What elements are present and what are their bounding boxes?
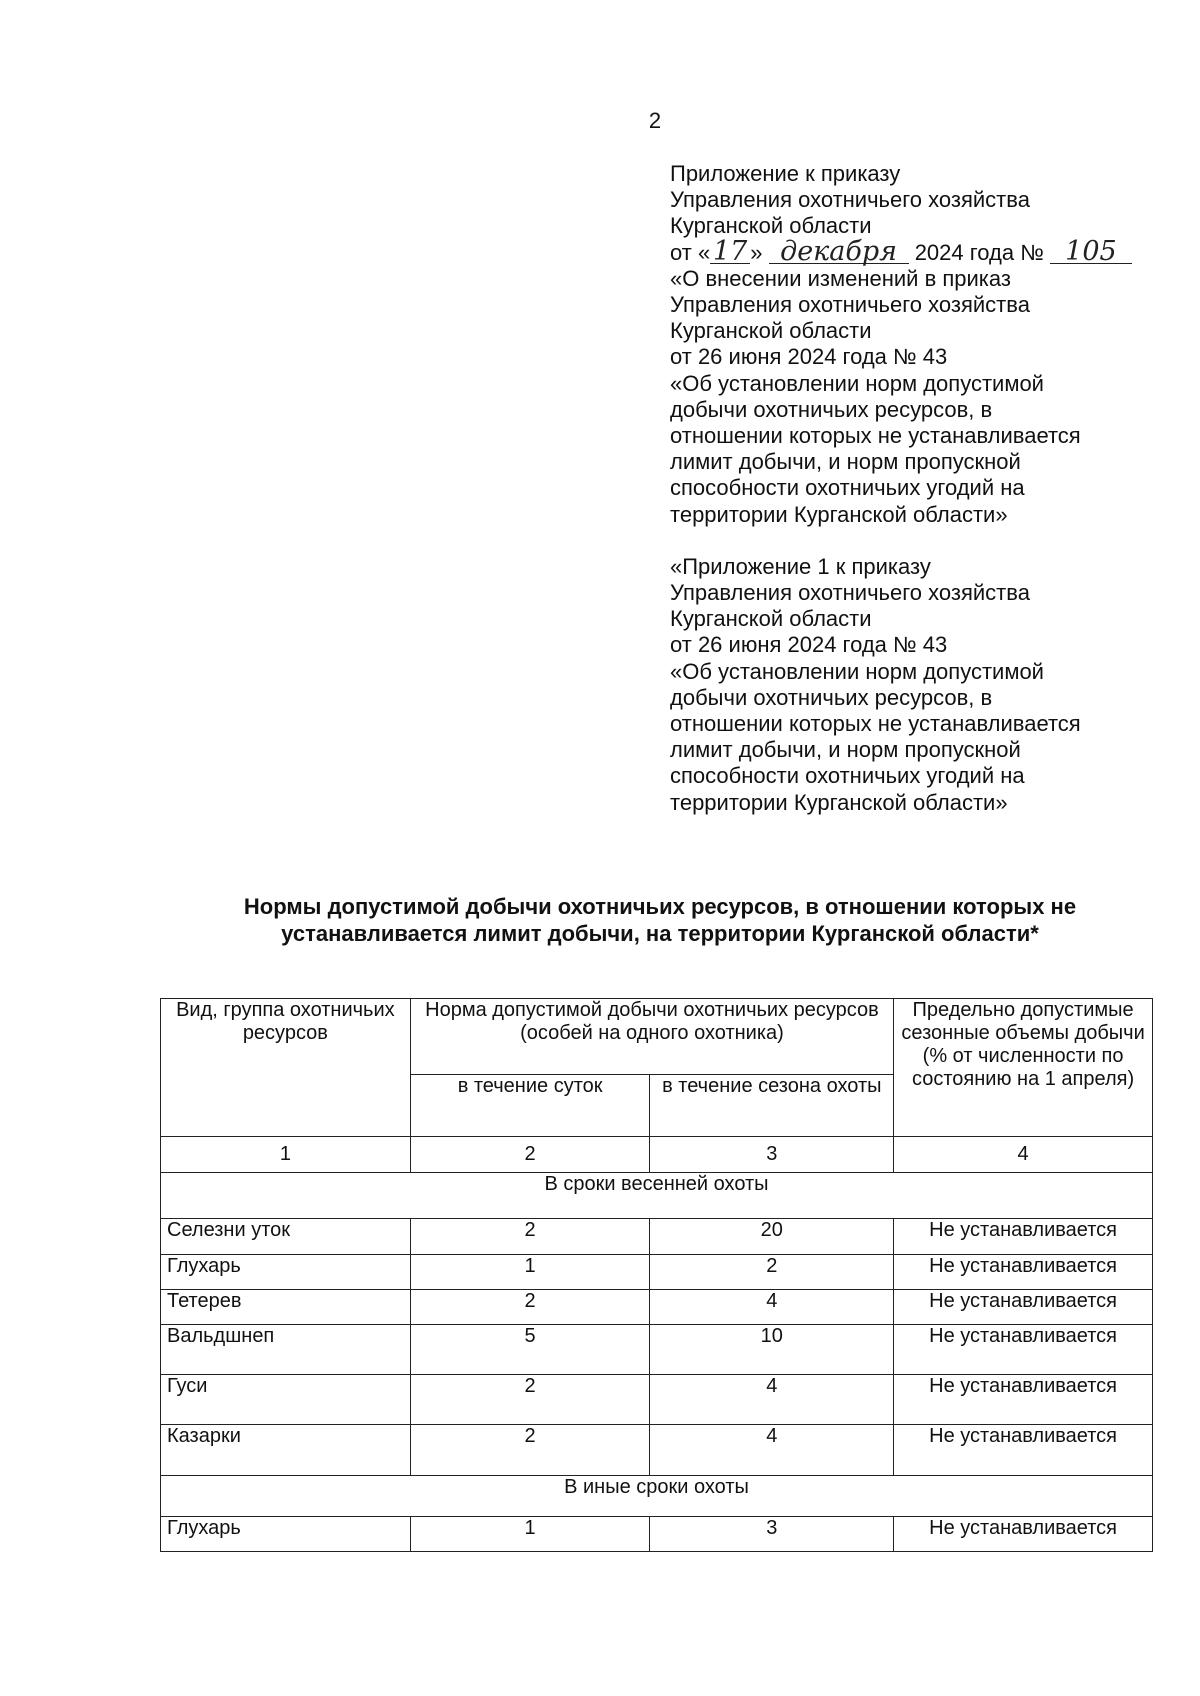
- table-title-line: Нормы допустимой добычи охотничьих ресурсов, в отношении которых не: [243, 894, 1077, 919]
- per-day-cell: 1: [410, 1517, 650, 1552]
- header-species: Вид, группа охотничьих ресурсов: [161, 999, 411, 1137]
- header-norm: Норма допустимой добычи охотничьих ресурсов (особей на одного охотника): [410, 999, 893, 1075]
- seasonal-volume-cell: Не устанавливается: [894, 1425, 1153, 1476]
- table-title-line: устанавливается лимит добычи, на территории Курганской области*: [281, 921, 1039, 946]
- per-season-cell: 4: [650, 1425, 894, 1476]
- header-line: Курганской области: [670, 318, 872, 344]
- table-row: [161, 1255, 1153, 1290]
- appendix-line: «Приложение 1 к приказу: [670, 553, 931, 579]
- column-number: 3: [650, 1137, 894, 1173]
- header-line: Управления охотничьего хозяйства: [670, 187, 1030, 213]
- table-row: [161, 1325, 1153, 1375]
- species-cell: Селезни уток: [161, 1219, 411, 1255]
- table-title: [160, 893, 1160, 947]
- per-day-cell: 2: [410, 1375, 650, 1425]
- header-line: «О внесении изменений в приказ: [670, 265, 1011, 291]
- appendix-line: Курганской области: [670, 606, 872, 632]
- column-number: 1: [161, 1137, 411, 1173]
- species-cell: Тетерев: [161, 1290, 411, 1325]
- per-day-cell: 2: [410, 1425, 650, 1476]
- date-year: 2024 года №: [914, 239, 1044, 265]
- per-day-cell: 2: [410, 1290, 650, 1325]
- seasonal-volume-cell: Не устанавливается: [894, 1325, 1153, 1375]
- per-season-cell: 4: [650, 1290, 894, 1325]
- appendix-line: «Об установлении норм допустимой: [670, 658, 1044, 684]
- header-line: «Об установлении норм допустимой: [670, 370, 1044, 396]
- per-season-cell: 20: [650, 1219, 894, 1255]
- per-season-cell: 10: [650, 1325, 894, 1375]
- per-season-cell: 2: [650, 1255, 894, 1290]
- per-day-cell: 2: [410, 1219, 650, 1255]
- appendix-line: Управления охотничьего хозяйства: [670, 580, 1030, 606]
- header-line: лимит добычи, и норм пропускной: [670, 449, 1021, 475]
- appendix-line: отношении которых не устанавливается: [670, 711, 1081, 737]
- header-line: территории Курганской области»: [670, 501, 1008, 527]
- appendix-line: добычи охотничьих ресурсов, в: [670, 684, 993, 710]
- header-line: Курганской области: [670, 213, 872, 239]
- species-cell: Гуси: [161, 1375, 411, 1425]
- species-cell: Глухарь: [161, 1517, 411, 1552]
- section-spring: В сроки весенней охоты: [161, 1173, 1153, 1219]
- table-row: [161, 1290, 1153, 1325]
- appendix-line: способности охотничьих угодий на: [670, 763, 1025, 789]
- appendix-line: от 26 июня 2024 года № 43: [670, 632, 948, 658]
- header-line: отношении которых не устанавливается: [670, 423, 1081, 449]
- species-cell: Глухарь: [161, 1255, 411, 1290]
- seasonal-volume-cell: Не устанавливается: [894, 1517, 1153, 1552]
- header-per-season: в течение сезона охоты: [650, 1075, 894, 1137]
- column-number: 2: [410, 1137, 650, 1173]
- table-row: [161, 1425, 1153, 1476]
- header-line: способности охотничьих угодий на: [670, 475, 1025, 501]
- seasonal-volume-cell: Не устанавливается: [894, 1290, 1153, 1325]
- seasonal-volume-cell: Не устанавливается: [894, 1219, 1153, 1255]
- column-number: 4: [894, 1137, 1153, 1173]
- per-season-cell: 3: [650, 1517, 894, 1552]
- handwritten-month: декабря: [769, 241, 909, 264]
- header-per-day: в течение суток: [410, 1075, 650, 1137]
- table-row: [161, 1517, 1153, 1552]
- date-prefix: от «: [670, 239, 711, 265]
- per-day-cell: 1: [410, 1255, 650, 1290]
- hunting-norms-table: [160, 998, 1153, 1552]
- handwritten-day: 17: [710, 241, 750, 264]
- appendix-header: [670, 161, 1190, 816]
- header-line: Приложение к приказу: [670, 161, 901, 186]
- species-cell: Вальдшнеп: [161, 1325, 411, 1375]
- header-line: от 26 июня 2024 года № 43: [670, 344, 948, 370]
- species-cell: Казарки: [161, 1425, 411, 1476]
- per-day-cell: 5: [410, 1325, 650, 1375]
- header-seasonal-volume: Предельно допустимые сезонные объемы добычи (% от численности по состоянию на 1 апреля): [894, 999, 1153, 1137]
- table-row: [161, 1219, 1153, 1255]
- page-number: 2: [648, 108, 662, 133]
- table-row: [161, 1375, 1153, 1425]
- appendix-line: территории Курганской области»: [670, 789, 1008, 815]
- order-date-line: [670, 235, 1190, 267]
- header-line: Управления охотничьего хозяйства: [670, 292, 1030, 318]
- handwritten-order-number: 105: [1050, 241, 1132, 264]
- appendix-line: лимит добычи, и норм пропускной: [670, 737, 1021, 763]
- seasonal-volume-cell: Не устанавливается: [894, 1375, 1153, 1425]
- section-other: В иные сроки охоты: [161, 1476, 1153, 1517]
- seasonal-volume-cell: Не устанавливается: [894, 1255, 1153, 1290]
- header-line: добычи охотничьих ресурсов, в: [670, 396, 993, 422]
- date-mid: »: [750, 239, 763, 265]
- per-season-cell: 4: [650, 1375, 894, 1425]
